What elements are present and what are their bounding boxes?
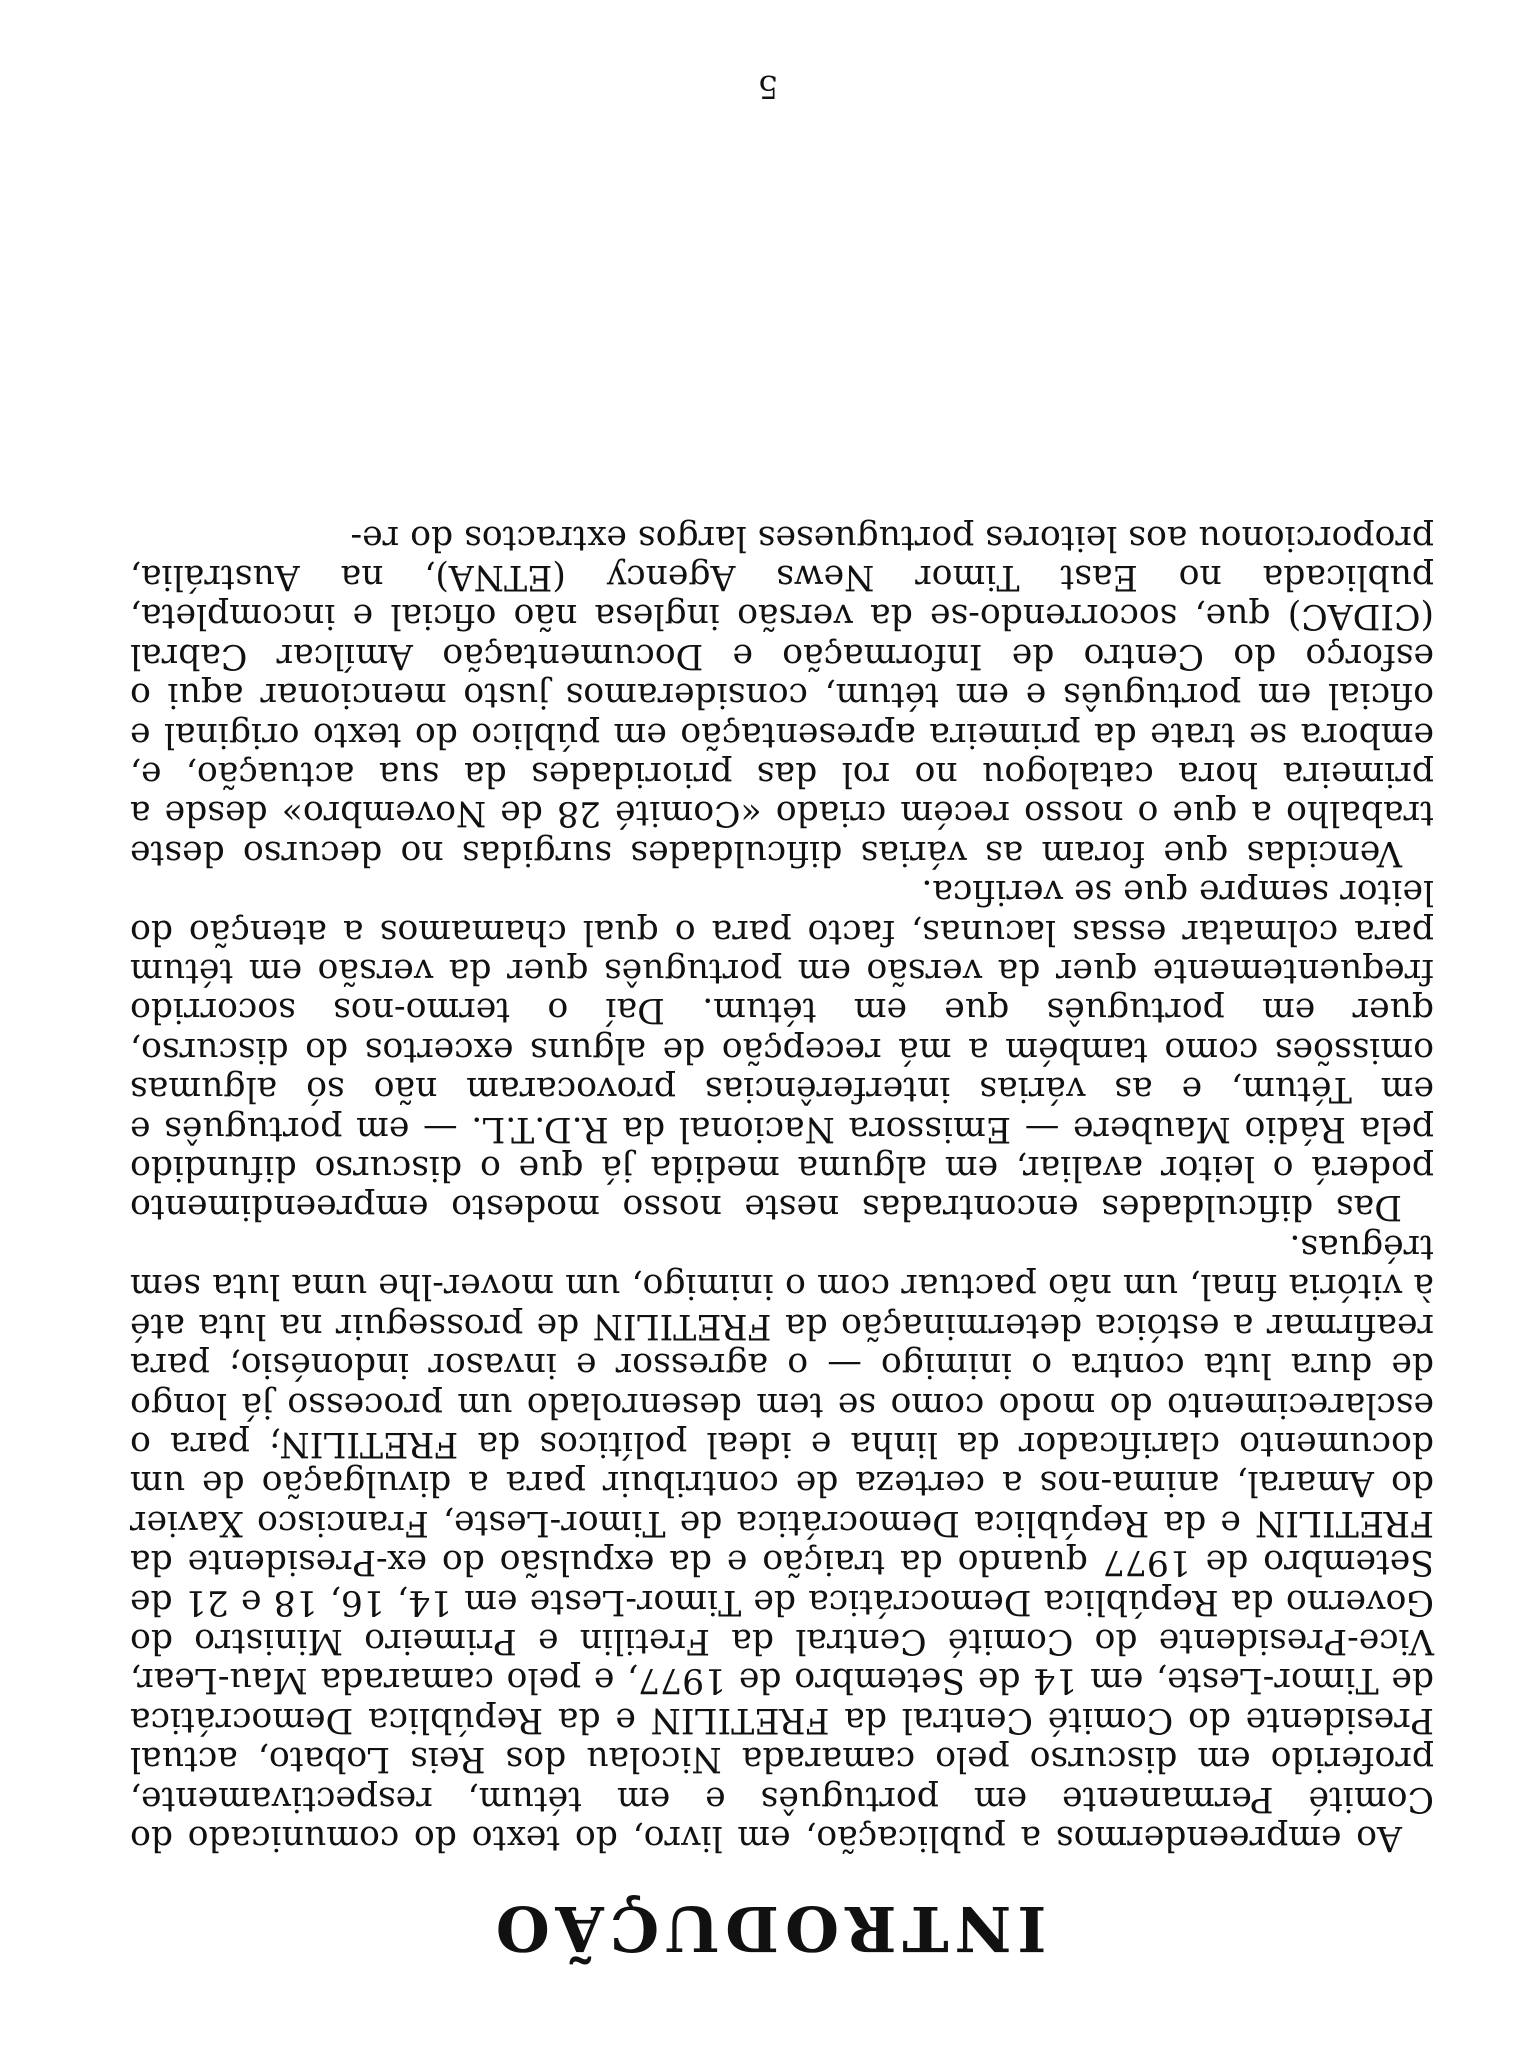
paragraph-2: Das dificuldades encontradas neste nosso modesto empreendimento poderá o leitor avaliar, em alguma medida já que o discurso difundido pela Rádio Maubere — Emissora Nacional da R.D.T.L. — em português e em Tétum, e as várias interferências provocaram não só algumas omissões como também a má recepção de alguns excertos do discurso, quer em português que em tétum. Daí o termo-nos socorrido frequentemente quer da versão em português quer da versão em tétum para colmatar essas lacunas, facto para o qual chamamos a atenção do leitor sempre que se verifica. xyxy=(130,872,1434,1228)
page-title: INTRODUÇÃO xyxy=(489,1892,1047,1965)
body-text xyxy=(130,517,1434,1857)
paragraph-1: Ao empreendermos a publicação, em livro, do texto do comunicado do Comité Permanente em português e em tétum, respectivamente, proferido em discurso pelo camarada Nicolau dos Reis Lobato, actual Presidente do Comité Central da FRETILIN e da República Democrática de Timor-Leste, em 14 de Setembro de 1977, e pelo camarada Mau-Lear, Vice-Presidente do Comité Central da Fretilin e Primeiro Ministro do Governo da República Democrática de Timor-Leste em 14, 16, 18 e 21 de Setembro de 1977 quando da traição e da expulsão do ex-Presidente da FRETILIN e da República Democrática de Timor-Leste, Francisco Xavier do Amaral, anima-nos a certeza de contribuir para a divulgação de um documento clarificador da linha e ideal políticos da FRETILIN; para o esclarecimento do modo como se tem desenrolado um processo já longo de dura luta contra o inimigo — o agressor e invasor indonésio; para reafirmar a estóica determinação da FRETILIN de prosseguir na luta até à vitória final, um não pactuar com o inimigo, um mover-lhe uma luta sem tréguas. xyxy=(130,1226,1434,1858)
paragraph-3: Vencidas que foram as várias dificuldades surgidas no decurso deste trabalho a que o nosso recém criado «Comité 28 de Novembro» desde a primeira hora catalogou no rol das prioridades da sua actuação, e, embora se trate da primeira apresentação em público do texto original e oficial em português e em tétum, consideramos justo mencionar aqui o esforço do Centro de Informação e Documentação Amílcar Cabral (CIDAC) que, socorrendo-se da versão inglesa não oficial e incompleta, publicada no East Timor News Agency (ETNA), na Austrália, proporcionou aos leitores portugueses largos extractos do re- xyxy=(130,517,1434,873)
page-number: 5 xyxy=(757,68,779,106)
